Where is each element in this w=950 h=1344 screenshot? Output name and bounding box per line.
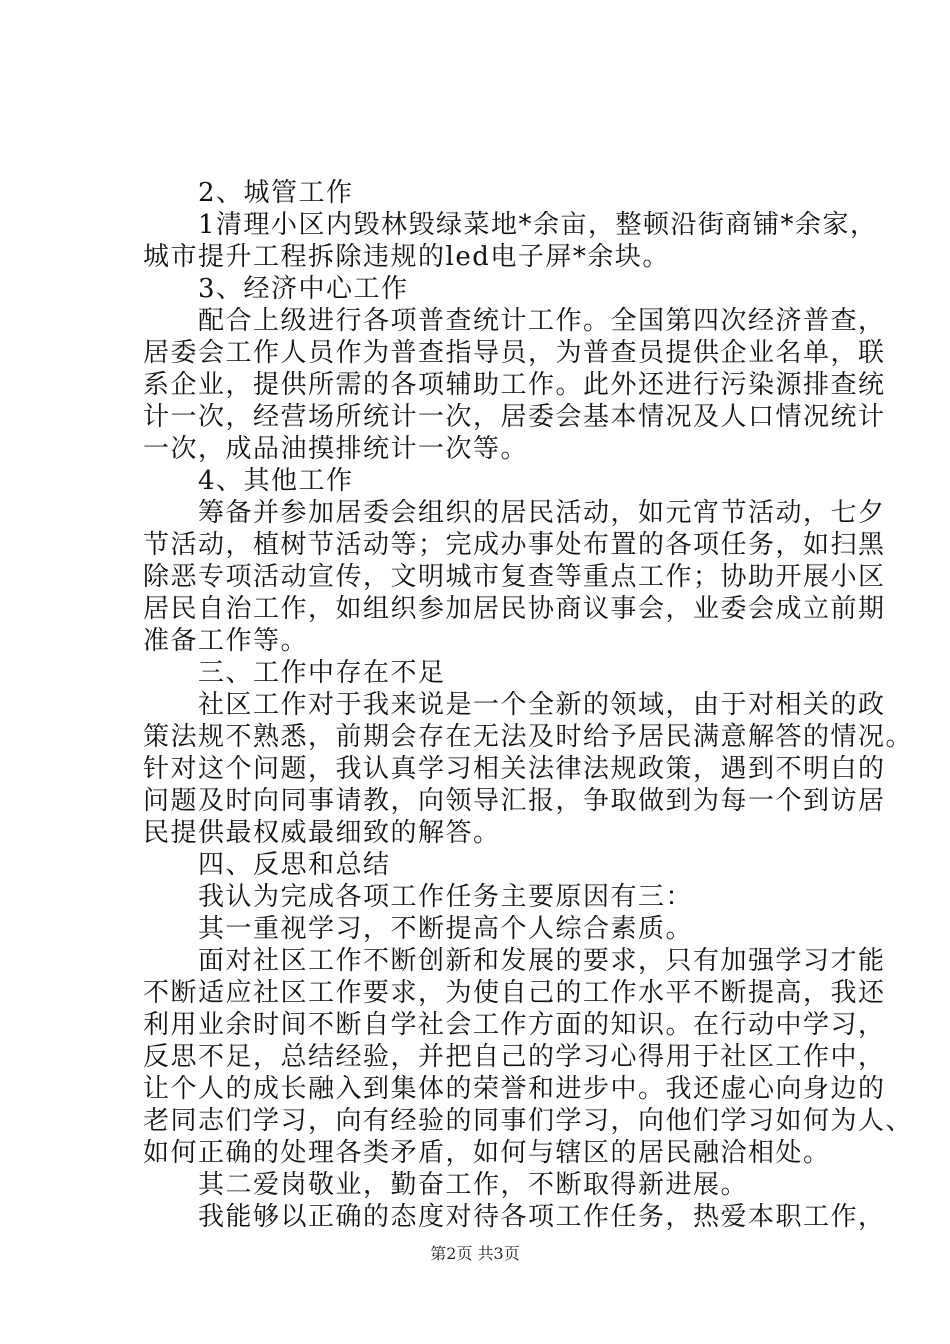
text-line: 居委会工作人员作为普查指导员，为普查员提供企业名单，联 [143, 338, 886, 368]
text-line: 反思不足，总结经验，并把自己的学习心得用于社区工作中， [143, 1042, 886, 1072]
text-line: 筹备并参加居委会组织的居民活动，如元宵节活动，七夕 [143, 498, 886, 528]
text-line: 利用业余时间不断自学社会工作方面的知识。在行动中学习， [143, 1010, 886, 1040]
text-line: 针对这个问题，我认真学习相关法律法规政策，遇到不明白的 [143, 754, 886, 784]
text-line: 社区工作对于我来说是一个全新的领域，由于对相关的政 [143, 690, 886, 720]
text-line: 策法规不熟悉，前期会存在无法及时给予居民满意解答的情况。 [143, 722, 914, 752]
text-line: 准备工作等。 [143, 626, 309, 656]
text-line: 其一重视学习，不断提高个人综合素质。 [143, 914, 694, 944]
text-line: 让个人的成长融入到集体的荣誉和进步中。我还虚心向身边的 [143, 1074, 886, 1104]
text-line: 老同志们学习，向有经验的同事们学习，向他们学习如何为人、 [143, 1106, 914, 1136]
text-line: 三、工作中存在不足 [143, 658, 446, 688]
text-line: 我认为完成各项工作任务主要原因有三： [143, 882, 694, 912]
text-line: 3、经济中心工作 [143, 274, 409, 304]
text-line: 配合上级进行各项普查统计工作。全国第四次经济普查， [143, 306, 886, 336]
text-line: 节活动，植树节活动等；完成办事处布置的各项任务，如扫黑 [143, 530, 886, 560]
text-line: 居民自治工作，如组织参加居民协商议事会，业委会成立前期 [143, 594, 886, 624]
text-line: 我能够以正确的态度对待各项工作任务，热爱本职工作， [143, 1202, 886, 1232]
text-line: 除恶专项活动宣传，文明城市复查等重点工作；协助开展小区 [143, 562, 886, 592]
text-line: 如何正确的处理各类矛盾，如何与辖区的居民融洽相处。 [143, 1138, 831, 1168]
text-line: 问题及时向同事请教，向领导汇报，争取做到为每一个到访居 [143, 786, 886, 816]
text-line: 民提供最权威最细致的解答。 [143, 818, 501, 848]
text-line: 城市提升工程拆除违规的led电子屏*余块。 [143, 242, 670, 272]
text-line: 面对社区工作不断创新和发展的要求，只有加强学习才能 [143, 946, 886, 976]
text-line: 不断适应社区工作要求，为使自己的工作水平不断提高，我还 [143, 978, 886, 1008]
text-line: 系企业，提供所需的各项辅助工作。此外还进行污染源排查统 [143, 370, 886, 400]
text-line: 4、其他工作 [143, 466, 354, 496]
text-line: 计一次，经营场所统计一次，居委会基本情况及人口情况统计 [143, 402, 886, 432]
page-number-footer: 第2页 共3页 [430, 1244, 520, 1263]
text-line: 四、反思和总结 [143, 850, 391, 880]
text-line: 其二爱岗敬业，勤奋工作，不断取得新进展。 [143, 1170, 749, 1200]
text-line: 1清理小区内毁林毁绿菜地*余亩，整顿沿街商铺*余家， [143, 210, 878, 240]
text-line: 一次，成品油摸排统计一次等。 [143, 434, 529, 464]
text-line: 2、城管工作 [143, 178, 354, 208]
